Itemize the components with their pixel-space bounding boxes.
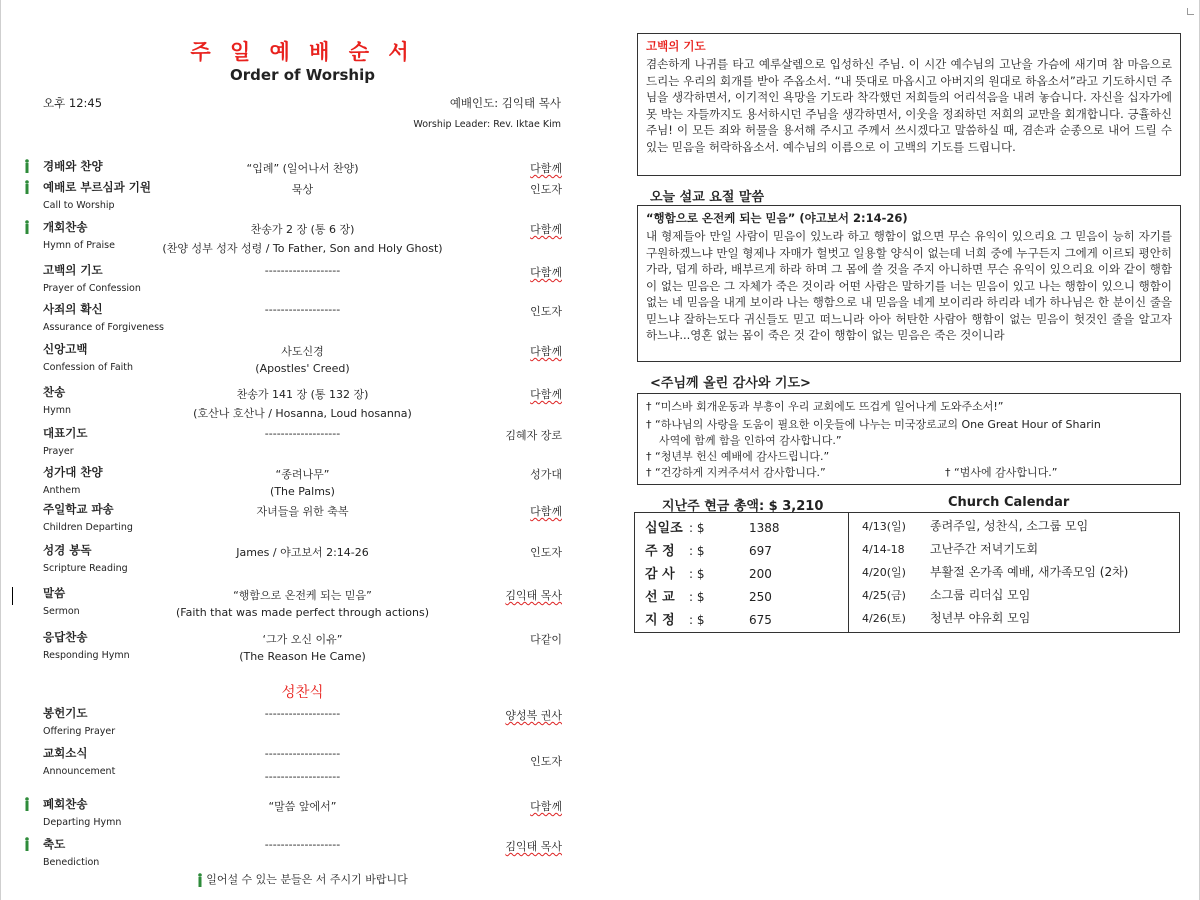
offering-row <box>645 540 772 559</box>
stand-up-icon <box>24 797 30 811</box>
offering-total-title: 지난주 현금 총액: $ 3,210 <box>662 499 824 514</box>
item-title-en: Benediction <box>43 857 100 868</box>
thanks-item-continued: 사역에 함께 함을 인하여 감사합니다.” <box>659 434 842 447</box>
item-content: ------------------- <box>264 264 341 277</box>
calendar-event: 청년부 야유회 모임 <box>930 611 1031 625</box>
item-title-en: Confession of Faith <box>43 362 134 373</box>
item-content: ------------------- <box>264 303 341 316</box>
item-title-ko: 찬송 <box>43 385 66 399</box>
offering-amount: 697 <box>749 544 772 558</box>
item-title-en: Anthem <box>43 485 81 496</box>
sermon-title: “행함으로 온전케 되는 믿음” (야고보서 2:14-26) <box>646 211 908 225</box>
item-title-ko: 폐회찬송 <box>43 797 88 811</box>
stand-up-icon <box>24 180 30 194</box>
offering-row <box>645 609 772 628</box>
sermon-verse-box <box>637 205 1181 362</box>
sermon-text: 내 형제들아 만일 사람이 믿음이 있노라 하고 행함이 없으면 무슨 유익이 있으리요 그 믿음이 능히 자기를 구원하겠느냐 만일 형제나 자매가 헐벗고 일용할 양식이 없는데 너희 중에 누구든지 그에게 이르되 평안히 가라, 덥게 하라, 배부르게 하라 하며 그 몸에 쓸 것을 주지 아니하면 무슨 유익이 있으리요 이와 같이 행함이 없는 믿음은 그 자체가 죽은 것이라 어떤 사람은 말하기를 너는 믿음이 있고 나는 행함이 있으니 행함이 없는 네 믿음을 내게 보이라 나는 행함으로 내 믿음을 네게 보이리라 하리라 네가 하나님은 한 분이신 줄을 믿느냐 잘하는도다 귀신들도 믿고 떠느니라 아아 허탄한 사람아 행함이 없는 믿음이 헛것인 줄을 알고자 하느냐...영혼 없는 몸이 죽은 것 같이 행함이 없는 믿음은 죽은 것이니라 <box>646 229 1172 342</box>
page-edge-left <box>0 0 1 900</box>
thanks-item: † “건강하게 지켜주셔서 감사합니다.” <box>646 466 826 479</box>
confession-prayer-box <box>637 33 1181 176</box>
item-title-ko: 성가대 찬양 <box>43 465 103 479</box>
item-content-sub: (Faith that was made perfect through actions) <box>175 606 430 619</box>
item-title-ko: 성경 봉독 <box>43 543 92 557</box>
page-subtitle: Order of Worship <box>230 66 375 84</box>
item-content: ------------------- <box>264 838 341 851</box>
item-title-ko: 말씀 <box>43 586 66 600</box>
offering-row <box>645 586 772 605</box>
item-content-sub: (The Reason He Came) <box>239 650 366 663</box>
item-leader: 다함께 <box>530 223 562 236</box>
stand-note-text: 일어설 수 있는 분들은 서 주시기 바랍니다 <box>206 873 408 886</box>
thanks-item: † “하나님의 사랑을 도움이 필요한 이웃들에 나누는 미국장로교의 One Great Hour of Sharin <box>646 418 1101 431</box>
item-content: 찬송가 2 장 (통 6 장) <box>250 223 355 236</box>
item-title-en: Hymn <box>43 405 72 416</box>
item-leader: 인도자 <box>530 755 562 768</box>
item-title-en: Scripture Reading <box>43 563 128 574</box>
item-leader: 인도자 <box>530 546 562 559</box>
offering-calendar-table <box>634 512 1180 633</box>
item-leader: 양성복 권사 <box>505 709 562 722</box>
offering-currency: : $ <box>689 590 705 604</box>
item-leader: 다함께 <box>530 345 562 358</box>
offering-currency: : $ <box>689 567 705 581</box>
item-title-en: Prayer <box>43 446 74 457</box>
item-title-en: Children Departing <box>43 522 133 533</box>
calendar-date: 4/26(토) <box>862 612 906 625</box>
stand-up-icon <box>24 837 30 851</box>
stand-up-icon <box>24 220 30 234</box>
offering-currency: : $ <box>689 613 705 627</box>
item-title-ko: 고백의 기도 <box>43 263 103 277</box>
item-title-en: Call to Worship <box>43 200 115 211</box>
item-title-ko: 사죄의 확신 <box>43 302 103 316</box>
item-leader: 다함께 <box>530 388 562 401</box>
item-title-ko: 경배와 찬양 <box>43 159 103 173</box>
item-title-en: Announcement <box>43 766 116 777</box>
thanks-item: † “청년부 헌신 예배에 감사드립니다.” <box>646 450 830 463</box>
calendar-event: 고난주간 저녁기도회 <box>930 542 1039 556</box>
calendar-row <box>862 586 1030 603</box>
item-title-en: Departing Hymn <box>43 817 122 828</box>
item-title-ko: 축도 <box>43 837 66 851</box>
order-of-worship <box>40 0 565 900</box>
worship-leader-ko: 예배인도: 김익태 목사 <box>449 96 561 110</box>
item-content: 묵상 <box>291 183 314 196</box>
item-leader: 인도자 <box>530 183 562 196</box>
thanks-section-title: <주님께 올린 감사와 기도> <box>650 376 811 391</box>
calendar-row <box>862 540 1038 557</box>
item-content-sub: (호산나 호산나 / Hosanna, Loud hosanna) <box>193 407 412 420</box>
sermon-section-title: 오늘 설교 요절 말씀 <box>650 190 765 205</box>
item-title-ko: 대표기도 <box>43 426 88 440</box>
item-title-en: Hymn of Praise <box>43 240 115 251</box>
item-title-en: Offering Prayer <box>43 726 116 737</box>
item-content: “행함으로 온전케 되는 믿음” <box>233 589 372 602</box>
confession-text: 겸손하게 나귀를 타고 예루살렘으로 입성하신 주님. 이 시간 예수님의 고난을 가슴에 새기며 참 마음으로 드리는 우리의 회개를 받아 주옵소서. “내 뜻대로 마옵시고 아버지의 원대로 하옵소서”라고 기도하시던 주님을 생각하면서, 이기적인 욕망을 기도라 착각했던 저희들의 어리석음을 내려 놓습니다. 자신을 십자가에 못 박는 자들까지도 용서하시던 주님을 생각하면서, 이웃을 정죄하던 저희의 교만을 회개합니다. 긍휼하신 주님! 이 모든 죄와 허물을 용서해 주시고 주께서 쓰시겠다고 말씀하실 때, 겸손과 순종으로 내어 드릴 수 있는 믿음을 허락하옵소서. 예수님의 이름으로 이 고백의 기도를 드립니다. <box>646 57 1173 154</box>
offering-row <box>645 517 780 536</box>
offering-row <box>645 563 772 582</box>
calendar-date: 4/20(일) <box>862 566 906 579</box>
item-leader: 인도자 <box>530 305 562 318</box>
item-content-sub: ------------------- <box>264 770 341 783</box>
item-title-ko: 봉헌기도 <box>43 706 88 720</box>
sacrament-heading: 성찬식 <box>281 685 324 701</box>
calendar-event: 소그룹 리더십 모임 <box>930 588 1031 602</box>
calendar-date: 4/25(금) <box>862 589 906 602</box>
thanks-item: † “미스바 회개운동과 부흥이 우리 교회에도 뜨겁게 일어나게 도와주소서!” <box>646 400 1004 413</box>
item-content: “말씀 앞에서” <box>268 800 337 813</box>
service-time: 오후 12:45 <box>43 96 103 110</box>
calendar-event: 부활절 온가족 예배, 새가족모임 (2차) <box>930 565 1129 579</box>
item-leader: 김익태 목사 <box>505 589 562 602</box>
item-content-sub: (찬양 성부 성자 성령 / To Father, Son and Holy Ghost) <box>162 242 443 255</box>
item-title-ko: 신앙고백 <box>43 342 88 356</box>
item-content: ------------------- <box>264 747 341 760</box>
item-leader: 김익태 목사 <box>505 840 562 853</box>
item-title-en: Sermon <box>43 606 80 617</box>
item-leader: 다함께 <box>530 266 562 279</box>
calendar-date: 4/13(일) <box>862 520 906 533</box>
stand-up-icon <box>197 873 203 887</box>
offering-amount: 200 <box>749 567 772 581</box>
offering-category: 감 사 <box>645 567 675 582</box>
item-content-sub: (The Palms) <box>270 485 335 498</box>
item-title-ko: 개회찬송 <box>43 220 88 234</box>
item-content: “종려나무” <box>275 468 330 481</box>
stand-note <box>40 871 565 887</box>
item-title-ko: 예배로 부르심과 기원 <box>43 180 151 194</box>
offering-amount: 250 <box>749 590 772 604</box>
item-content: “입례” (일어나서 찬양) <box>246 162 359 175</box>
offering-amount: 1388 <box>749 521 780 535</box>
offering-currency: : $ <box>689 544 705 558</box>
thanks-box <box>637 393 1181 485</box>
item-content-sub: (Apostles' Creed) <box>255 362 350 375</box>
item-title-en: Prayer of Confession <box>43 283 141 294</box>
page-corner-mark <box>1187 8 1194 15</box>
item-title-en: Assurance of Forgiveness <box>43 322 165 333</box>
offering-category: 지 정 <box>645 613 675 628</box>
item-leader: 다같이 <box>530 633 562 646</box>
table-divider <box>848 513 849 632</box>
calendar-date: 4/14-18 <box>862 543 905 556</box>
item-content: ‘그가 오신 이유” <box>262 633 343 646</box>
offering-currency: : $ <box>689 521 705 535</box>
worship-leader-en: Worship Leader: Rev. Iktae Kim <box>413 119 561 130</box>
offering-category: 십일조 <box>645 521 683 536</box>
item-title-ko: 교회소식 <box>43 746 88 760</box>
text-cursor <box>12 587 13 605</box>
offering-category: 주 정 <box>645 544 675 559</box>
item-leader: 성가대 <box>530 468 562 481</box>
calendar-title: Church Calendar <box>948 495 1070 510</box>
calendar-event: 종려주일, 성찬식, 소그룹 모임 <box>930 519 1089 533</box>
calendar-row <box>862 609 1030 626</box>
offering-category: 선 교 <box>645 590 675 605</box>
page-title: 주 일 예 배 순 서 <box>190 40 415 64</box>
item-title-ko: 주일학교 파송 <box>43 502 114 516</box>
item-leader: 다함께 <box>530 505 562 518</box>
calendar-row <box>862 517 1088 534</box>
stand-up-icon <box>24 159 30 173</box>
item-title-en: Responding Hymn <box>43 650 130 661</box>
item-content: James / 야고보서 2:14-26 <box>236 546 369 559</box>
item-content: 자녀들을 위한 축복 <box>256 505 349 518</box>
calendar-row <box>862 563 1128 580</box>
item-content: ------------------- <box>264 427 341 440</box>
item-leader: 다함께 <box>530 800 562 813</box>
thanks-item: † “범사에 감사합니다.” <box>945 466 1058 479</box>
item-leader: 김혜자 장로 <box>505 429 562 442</box>
confession-title: 고백의 기도 <box>646 39 706 53</box>
item-content: 찬송가 141 장 (통 132 장) <box>236 388 369 401</box>
item-content: 사도신경 <box>281 345 324 358</box>
item-leader: 다함께 <box>530 162 562 175</box>
item-title-ko: 응답찬송 <box>43 630 88 644</box>
item-content: ------------------- <box>264 707 341 720</box>
offering-amount: 675 <box>749 613 772 627</box>
